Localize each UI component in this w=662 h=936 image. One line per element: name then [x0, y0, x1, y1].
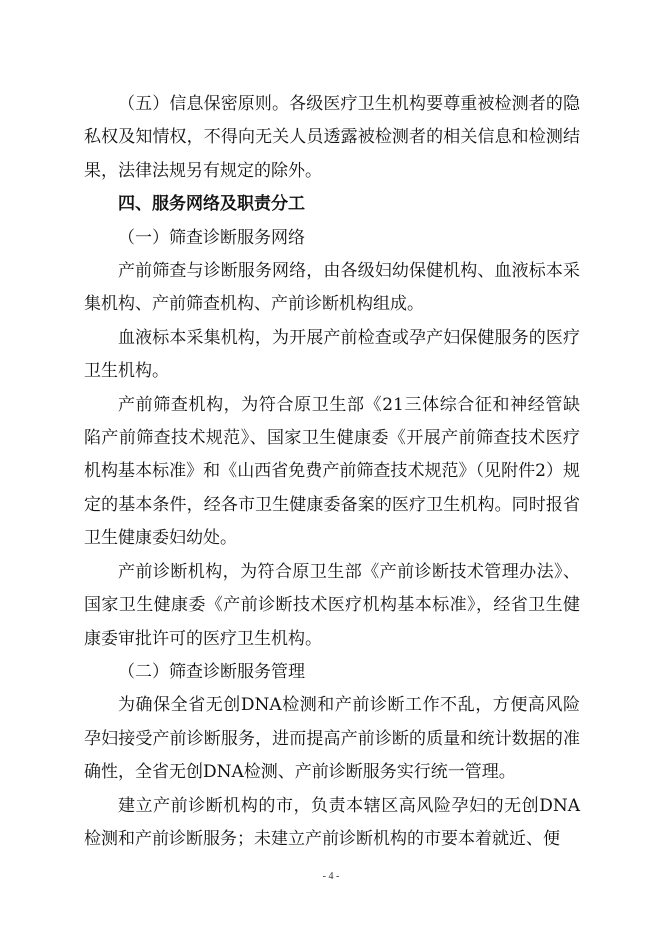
- paragraph-blood-sample-institutions: 血液标本采集机构，为开展产前检查或孕产妇保健服务的医疗卫生机构。: [84, 327, 580, 382]
- page-number: - 4 -: [322, 871, 340, 882]
- subheading-screening-management: （二）筛查诊断服务管理: [118, 661, 305, 682]
- paragraph-screening-institutions: 产前筛查机构，为符合原卫生部《21三体综合征和神经管缺陷产前筛查技术规范》、国家卫生健康委《开展产前筛查技术医疗机构基本标准》和《山西省免费产前筛查技术规范》（见附件2）规定的基本条件，经各市卫生健康委备案的医疗卫生机构。同时报省卫生健康委妇幼处。: [84, 394, 580, 549]
- paragraph-diagnosis-institutions: 产前诊断机构，为符合原卫生部《产前诊断技术管理办法》、国家卫生健康委《产前诊断技术医疗机构基本标准》，经省卫生健康委审批许可的医疗卫生机构。: [84, 561, 580, 649]
- paragraph-unified-management: 为确保全省无创DNA检测和产前诊断工作不乱，方便高风险孕妇接受产前诊断服务，进而提高产前诊断的质量和统计数据的准确性，全省无创DNA检测、产前诊断服务实行统一管理。: [84, 695, 580, 783]
- subheading-screening-network: （一）筛查诊断服务网络: [118, 227, 305, 248]
- paragraph-network-composition: 产前筛查与诊断服务网络，由各级妇幼保健机构、血液标本采集机构、产前筛查机构、产前诊断机构组成。: [84, 261, 580, 315]
- section-heading-service-network: 四、服务网络及职责分工: [118, 194, 305, 215]
- paragraph-confidentiality-principle: （五）信息保密原则。各级医疗卫生机构要尊重被检测者的隐私权及知情权，不得向无关人员透露被检测者的相关信息和检测结果，法律法规另有规定的除外。: [84, 94, 580, 181]
- paragraph-city-responsibilities: 建立产前诊断机构的市，负责本辖区高风险孕妇的无创DNA检测和产前诊断服务；未建立产前诊断机构的市要本着就近、便: [84, 795, 580, 849]
- document-body: [84, 88, 580, 856]
